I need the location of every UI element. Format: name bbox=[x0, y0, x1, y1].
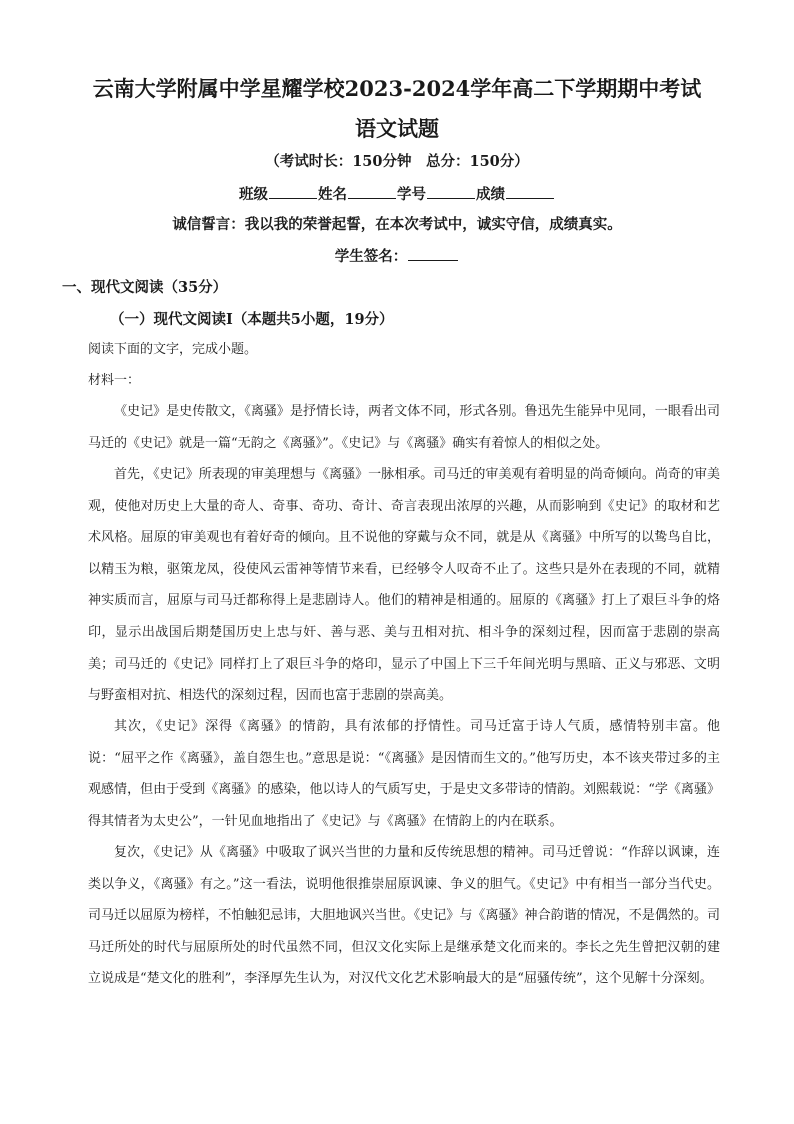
material-label: 材料一： bbox=[88, 373, 141, 388]
paragraph-1 bbox=[88, 396, 720, 459]
exam-title: 云南大学附属中学星耀学校2023-2024学年高二下学期期中考试 bbox=[92, 76, 702, 101]
paragraph-4 bbox=[88, 837, 720, 995]
score-label: 成绩 bbox=[476, 186, 505, 203]
score-blank[interactable] bbox=[506, 184, 554, 199]
paragraph-text: 首先，《史记》所表现的审美理想与《离骚》一脉相承。司马迁的审美观有着明显的尚奇倾向。尚奇的审美观，使他对历史上大量的奇人、奇事、奇功、奇计、奇言表现出浓厚的兴趣，从而影响到《史记》的取材和艺术风格。屈原的审美观也有着好奇的倾向。且不说他的穿戴与众不同，就是从《离骚》中所写的以鸷鸟自比，以精玉为粮，驱策龙凤，役使风云雷神等情节来看，已经够令人叹奇不止了。这些只是外在表现的不同，就精神实质而言，屈原与司马迁都称得上是悲剧诗人。他们的精神是相通的。屈原的《离骚》打上了艰巨斗争的烙印，显示出战国后期楚国历史上忠与奸、善与恶、美与丑相对抗、相斗争的深刻过程，因而富于悲剧的崇高美；司马迁的《史记》同样打上了艰巨斗争的烙印，显示了中国上下三千年间光明与黑暗、正义与邪恶、文明与野蛮相对抗、相迭代的深刻过程，因而也富于悲剧的崇高美。 bbox=[88, 467, 720, 704]
paragraph-text: 复次，《史记》从《离骚》中吸取了讽兴当世的力量和反传统思想的精神。司马迁曾说：“作辞以讽谏，连类以争义，《离骚》有之。”这一看法，说明他很推崇屈原讽谏、争义的胆气。《史记》中有相当一部分当代史。司马迁以屈原为榜样，不怕触犯忌讳，大胆地讽兴当世。《史记》与《离骚》神合韵谐的情况，不是偶然的。司马迁所处的时代与屈原所处的时代虽然不同，但汉文化实际上是继承楚文化而来的。李长之先生曾把汉朝的建立说成是“楚文化的胜利”，李泽厚先生认为，对汉代文化艺术影响最大的是“屈骚传统”，这个见解十分深刻。 bbox=[88, 845, 720, 987]
exam-info: （考试时长：150分钟 总分：150分） bbox=[265, 153, 529, 170]
class-blank[interactable] bbox=[269, 184, 317, 199]
name-label: 姓名 bbox=[318, 186, 347, 203]
name-blank[interactable] bbox=[348, 184, 396, 199]
section-subheading: （一）现代文阅读Ⅰ（本题共5小题，19分） bbox=[110, 311, 394, 328]
instruction-text: 阅读下面的文字，完成小题。 bbox=[88, 342, 258, 357]
exam-subtitle: 语文试题 bbox=[355, 116, 439, 141]
class-label: 班级 bbox=[239, 186, 268, 203]
paragraph-text: 其次，《史记》深得《离骚》的情韵，具有浓郁的抒情性。司马迁富于诗人气质，感情特别丰富。他说：“屈平之作《离骚》，盖自怨生也。”意思是说：“《离骚》是因情而生文的。”他写历史，本不该夹带过多的主观感情，但由于受到《离骚》的感染，他以诗人的气质写史，于是史文多带诗的情韵。刘熙载说：“学《离骚》得其情者为太史公”，一针见血地指出了《史记》与《离骚》在情韵上的内在联系。 bbox=[88, 719, 720, 829]
section-heading: 一、现代文阅读（35分） bbox=[62, 279, 228, 296]
id-label: 学号 bbox=[397, 186, 426, 203]
paragraph-text: 《史记》是史传散文，《离骚》是抒情长诗，两者文体不同，形式各别。鲁迅先生能异中见同，一眼看出司马迁的《史记》就是一篇“无韵之《离骚》”。《史记》与《离骚》确实有着惊人的相似之处。 bbox=[88, 404, 720, 451]
signature-line bbox=[0, 245, 794, 266]
honesty-pledge: 诚信誓言：我以我的荣誉起誓，在本次考试中，诚实守信，成绩真实。 bbox=[172, 216, 622, 233]
paragraph-3 bbox=[88, 711, 720, 837]
id-blank[interactable] bbox=[427, 184, 475, 199]
paragraph-2 bbox=[88, 459, 720, 712]
student-info-fields bbox=[0, 183, 794, 204]
signature-label: 学生签名： bbox=[334, 248, 408, 265]
signature-blank[interactable] bbox=[408, 246, 458, 261]
